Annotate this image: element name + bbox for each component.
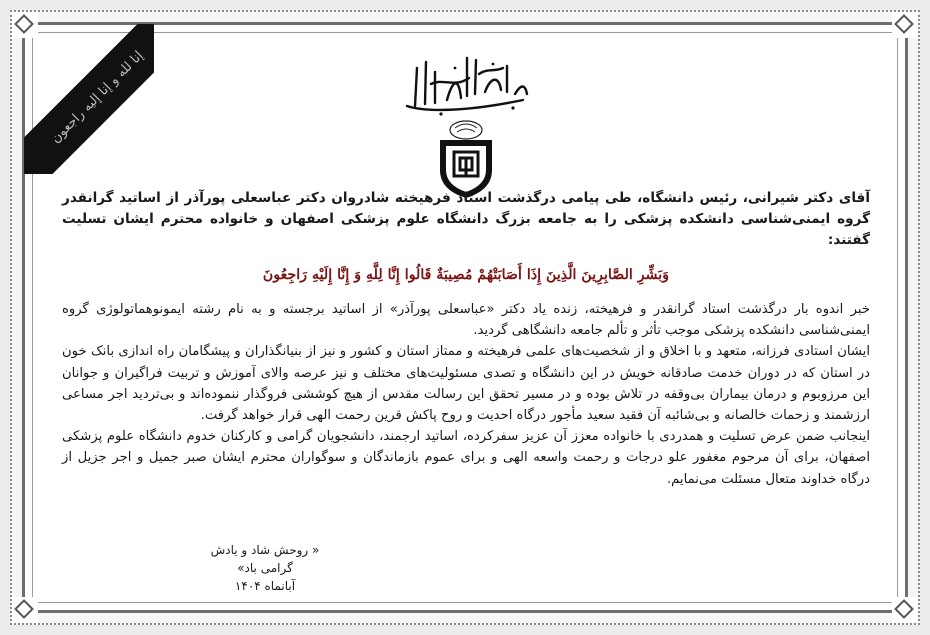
ribbon-text: إنا لله و إنا إليه راجعون [48, 48, 146, 146]
corner-ornament-top-right [892, 12, 918, 38]
paragraph-2: ایشان استادی فرزانه، متعهد و با اخلاق و از شخصیت‌های علمی فرهیخته و ممتاز استان و کشور و نیز از بنیانگذاران و پیشگامان راه اندازی بانک خون در استان که در دوران خدمت صادقانه خویش در این دانشگاه و تصدی مسئولیت‌های مختلف و نیز عرصه والای آموزش و تربیت فراگیران و جوانان این مرزوبوم و درمان بیماران بی‌وقفه در تلاش بوده و در مسیر تحقق این رسالت مقدس از هیچ کوششی فروگذار ننموده‌اند و بی‌تردید اجر مساعی ارزشمند و زحمات خالصانه و بی‌شائبه آن فقید سعید مأجور درگاه احدیت و روح پاکش قرین رحمت الهی قرار خواهد گرفت. [62, 344, 870, 424]
corner-ornament-bottom-left [12, 597, 38, 623]
intro-paragraph: آقای دکتر شیرانی، رئیس دانشگاه، طی پیامی درگذشت استاد فرهیخته شادروان دکتر عباسعلی پورآذر از اساتید گرانقدر گروه ایمنی‌شناسی دانشکده پزشکی را به جامعه بزرگ دانشگاه علوم پزشکی اصفهان و خانواده محترم ایشان تسلیت گفتند: [62, 190, 870, 248]
signature-date: آبانماه ۱۴۰۴ [234, 579, 296, 593]
message-body [62, 188, 870, 490]
signature-block [200, 541, 330, 595]
signature-blessing: « روحش شاد و یادش گرامی باد» [210, 543, 320, 575]
basmala-calligraphy [395, 48, 535, 120]
paragraph-3: اینجانب ضمن عرض تسلیت و همدردی با خانواده معزز آن عزیز سفرکرده، اساتید ارجمند، دانشجویان گرامی و کارکنان خدوم دانشگاه علوم پزشکی اصفهان، برای آن مرحوم مغفور علو درجات و رحمت واسعه الهی و برای عموم بازماندگان و سوگواران محترم ایشان صبر جمیل و اجر جزیل از درگاه خداوند متعال مسئلت می‌نمایم. [62, 429, 870, 487]
paragraph-1: خبر اندوه بار درگذشت استاد گرانقدر و فرهیخته، زنده یاد دکتر «عباسعلی پورآذر» از اساتید برجسته و به نام رشته ایمونوهماتولوژی گروه ایمنی‌شناسی دانشکده پزشکی موجب تأثر و تألم جامعه دانشگاهی گردید. [62, 302, 870, 339]
corner-ornament-bottom-right [892, 597, 918, 623]
mourning-ribbon [24, 24, 154, 174]
quran-verse: وَبَشِّرِ الصَّابِرِينَ الَّذِينَ إِذَا أَصَابَتْهُمْ مُصِيبَةٌ قَالُوا إِنَّا لِلَّهِ وَ إِنَّا إِلَيْهِ رَاجِعُونَ [262, 267, 670, 283]
